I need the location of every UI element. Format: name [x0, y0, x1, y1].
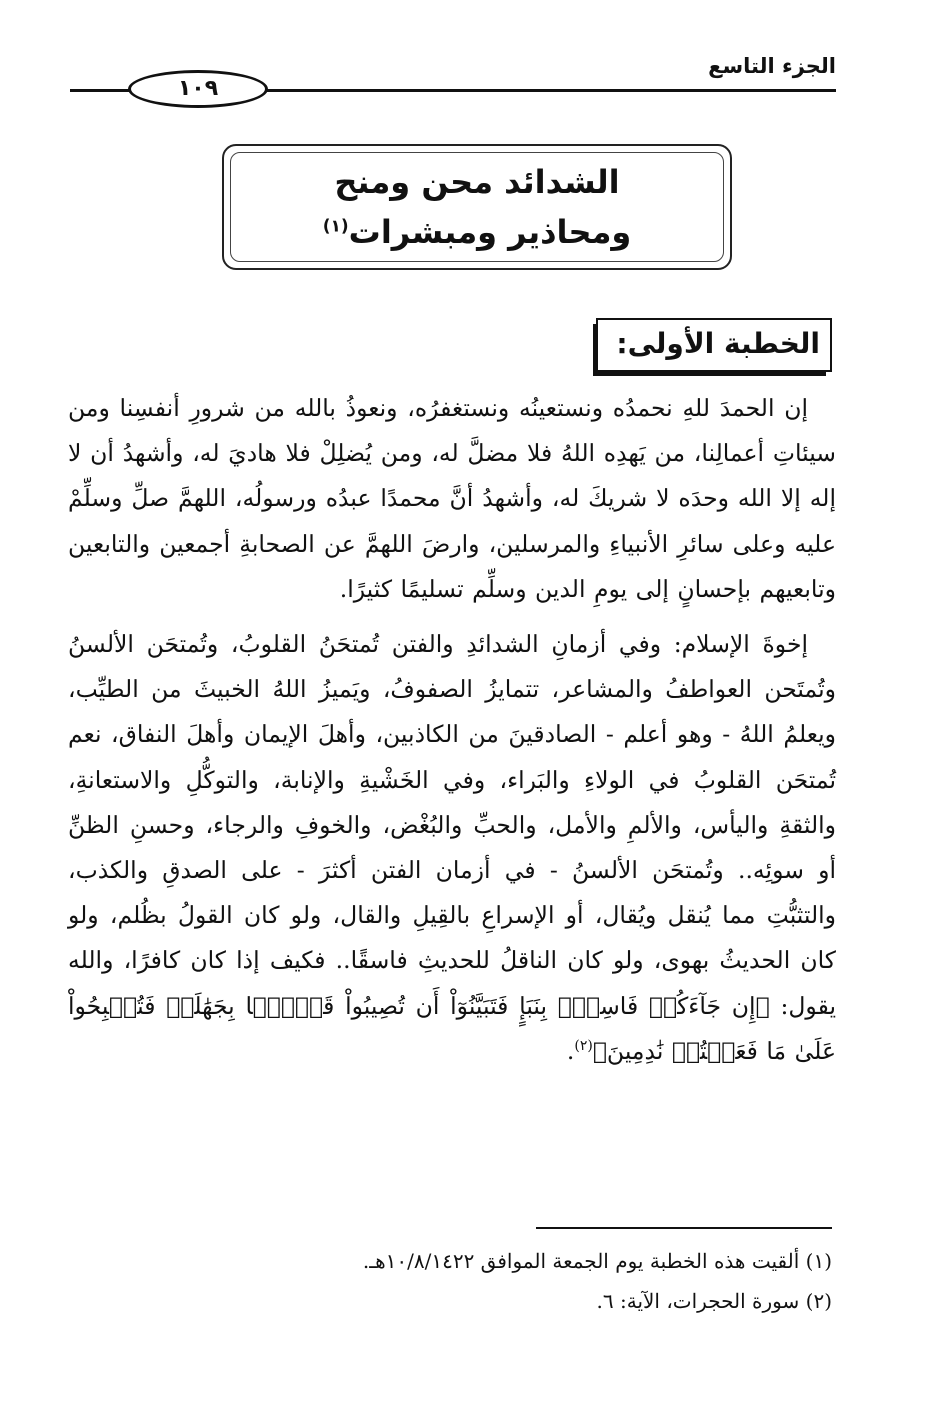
chapter-label: الجزء التاسع — [708, 54, 836, 78]
quran-footnote-marker: (٢) — [574, 1038, 593, 1055]
footnote-rule — [536, 1227, 832, 1229]
section-heading: الخطبة الأولى: — [596, 318, 832, 372]
footnotes — [120, 1246, 832, 1326]
title-text-2: ومحاذير ومبشرات — [348, 213, 632, 251]
title-frame — [222, 144, 732, 270]
footnote-1: (١) ألقيت هذه الخطبة يوم الجمعة الموافق ١٠/٨/١٤٢٢هـ. — [362, 1249, 832, 1273]
title-text-1: الشدائد محن ومنح — [334, 163, 620, 201]
footnote-2: (٢) سورة الحجرات، الآية: ٦. — [596, 1289, 832, 1313]
title-line-2 — [224, 210, 730, 254]
paragraph-main-text: إخوةَ الإسلام: وفي أزمانِ الشدائدِ والفتن تُمتحَنُ القلوبُ، وتُمتحَن الألسنُ وتُمتَحن العواطفُ والمشاعر، تتمايزُ الصفوفُ، ويَميزُ اللهُ الخبيثَ من الطيِّب، ويعلمُ اللهُ - وهو أعلم - الصادقينَ من الكاذبين، وأهلَ الإيمان وأهلَ النفاق، نعم تُمتحَن القلوبُ في الولاءِ والبَراء، وفي الخَشْيةِ والإنابة، والتوكُّلِ والاستعانةِ، والثقةِ واليأس، والألمِ والأمل، والحبِّ والبُغْض، والخوفِ والرجاء، وحسنِ الظنِّ أو سوئِه.. وتُمتحَن الألسنُ - في أزمان الفتن أكثرَ - على الصدقِ والكذب، والتثبُّتِ مما يُنقل ويُقال، أو الإسراعِ بالقِيلِ والقال، ولو كان القولُ بظُلم، ولو كان الحديثُ بهوى، ولو كان الناقلُ للحديثِ فاسقًا.. فكيف إذا كان كافرًا، والله يقول: — [68, 630, 836, 1020]
title-footnote-marker: (١) — [322, 216, 349, 237]
running-header — [70, 48, 836, 108]
paragraph-main — [68, 622, 836, 1074]
paragraph-opening: إن الحمدَ للهِ نحمدُه ونستعينُه ونستغفرُه، ونعوذُ بالله من شرورِ أنفسِنا ومن سيئاتِ أعمالِنا، من يَهدِه اللهُ فلا مضلَّ له، ومن يُضلِلْ فلا هاديَ له، وأشهدُ أن لا إله إلا الله وحدَه لا شريكَ له، وأشهدُ أنَّ محمدًا عبدُه ورسولُه، اللهمَّ صلِّ وسلِّمْ عليه وعلى سائرِ الأنبياءِ والمرسلين، وارضَ اللهمَّ عن الصحابةِ أجمعين والتابعين وتابعيهم بإحسانٍ إلى يومِ الدين وسلِّم تسليمًا كثيرًا. — [68, 394, 836, 603]
page-number: ١٠٩ — [128, 70, 268, 108]
body-text — [68, 386, 836, 1074]
quran-verse: ﴿إِن جَآءَكُمۡ فَاسِقُۢ بِنَبَإٍ فَتَبَيَّنُوٓاْ أَن تُصِيبُواْ قَوۡمَۢا بِجَهَٰلَةٖ فَتُصۡبِحُواْ عَلَىٰ مَا فَعَلۡتُمۡ نَٰدِمِينَ﴾ — [68, 991, 836, 1065]
paragraph-main-end: . — [566, 1036, 575, 1065]
title-line-1 — [224, 160, 730, 204]
